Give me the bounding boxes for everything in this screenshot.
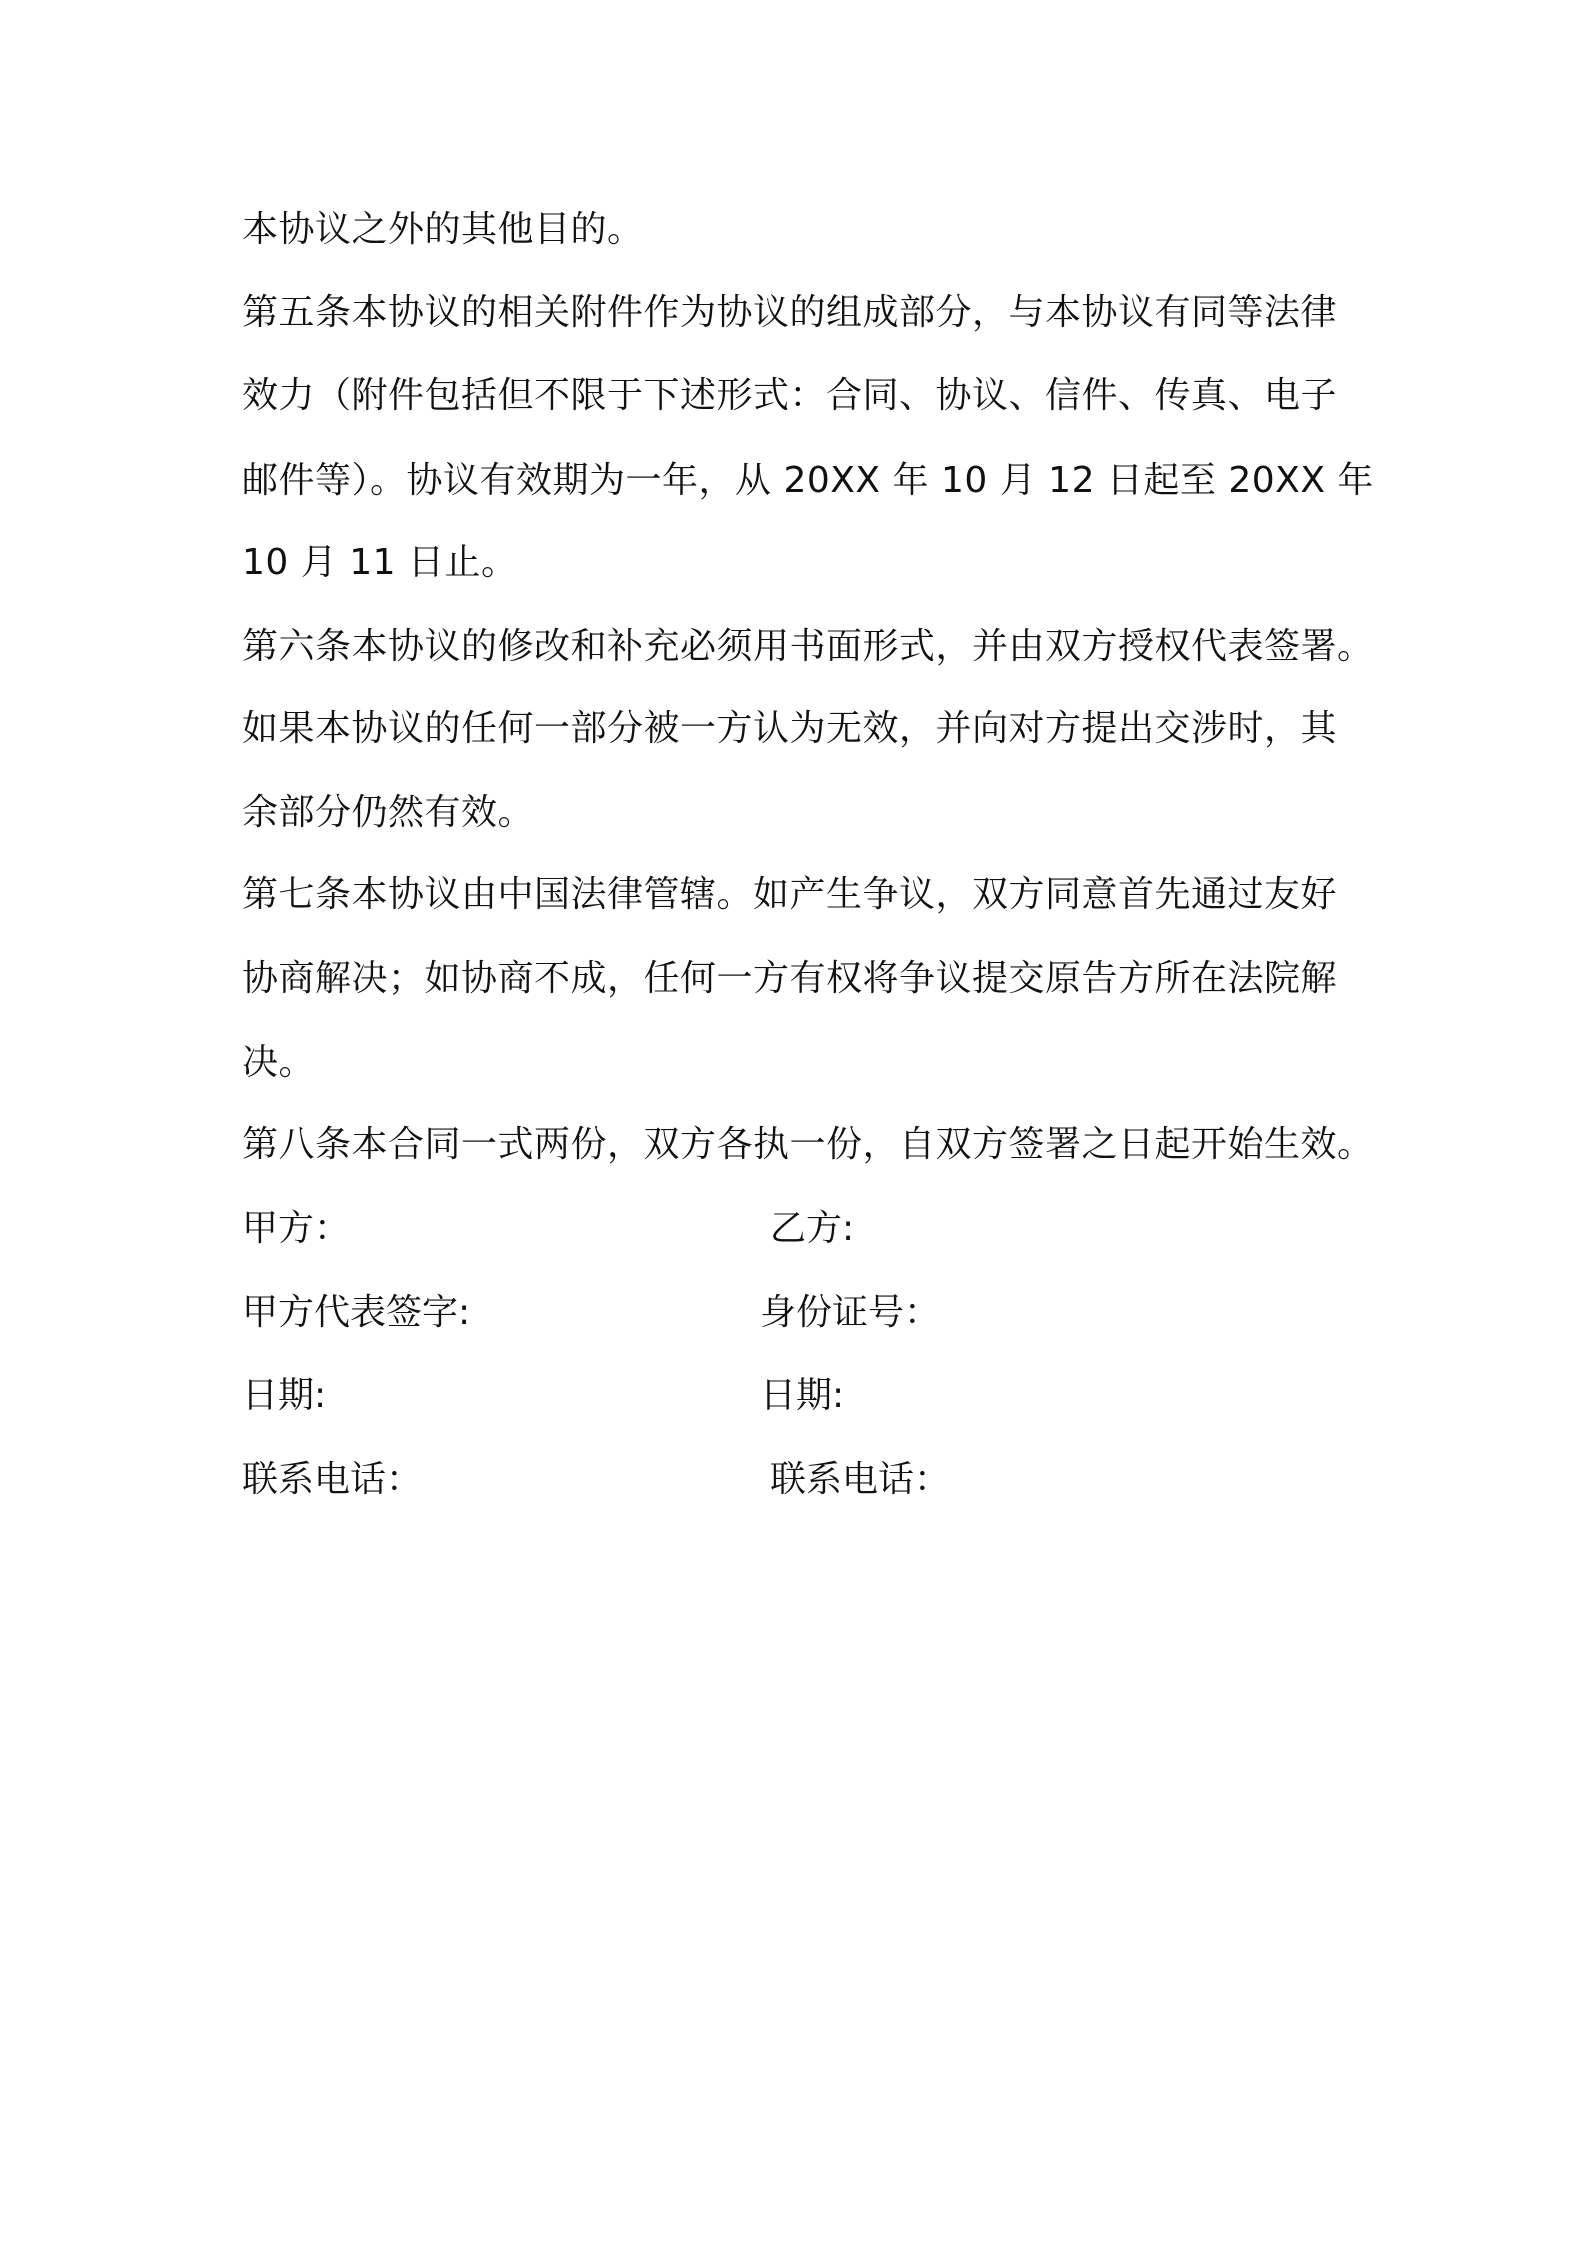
signature-row-phone (242, 1457, 1342, 1503)
id-number-label: 身份证号： (760, 1292, 941, 1333)
article-8-line-1: 第八条本合同一式两份，双方各执一份，自双方签署之日起开始生效。 (242, 1124, 1374, 1165)
party-b-date-label: 日期: (760, 1375, 845, 1416)
article-5-line-1: 第五条本协议的相关附件作为协议的组成部分，与本协议有同等法律 (242, 292, 1338, 333)
text-line: 本协议之外的其他目的。 (242, 209, 644, 250)
article-5-line-2: 效力（附件包括但不限于下述形式：合同、协议、信件、传真、电子 (242, 375, 1338, 416)
signature-row-representative (242, 1290, 1342, 1336)
article-5-line-3: 邮件等）。协议有效期为一年，从 20XX 年 10 月 12 日起至 20XX 年 (242, 460, 1374, 501)
article-7-line-2: 协商解决；如协商不成，任何一方有权将争议提交原告方所在法院解 (242, 958, 1338, 999)
signature-row-party (242, 1206, 1342, 1252)
party-b-label: 乙方: (770, 1208, 855, 1249)
article-6-line-2: 如果本协议的任何一部分被一方认为无效，并向对方提出交涉时，其 (242, 708, 1338, 749)
article-6-line-3: 余部分仍然有效。 (242, 792, 535, 833)
party-a-phone-label: 联系电话： (242, 1459, 423, 1500)
party-a-representative-label: 甲方代表签字: (242, 1292, 471, 1333)
signature-row-date (242, 1373, 1342, 1419)
party-b-phone-label: 联系电话： (770, 1459, 951, 1500)
article-5-line-4: 10 月 11 日止。 (242, 542, 518, 583)
article-6-line-1: 第六条本协议的修改和补充必须用书面形式，并由双方授权代表签署。 (242, 626, 1374, 667)
party-a-label: 甲方： (242, 1208, 351, 1249)
article-7-line-1: 第七条本协议由中国法律管辖。如产生争议，双方同意首先通过友好 (242, 874, 1338, 915)
party-a-date-label: 日期: (242, 1375, 327, 1416)
article-7-line-3: 决。 (242, 1042, 316, 1083)
